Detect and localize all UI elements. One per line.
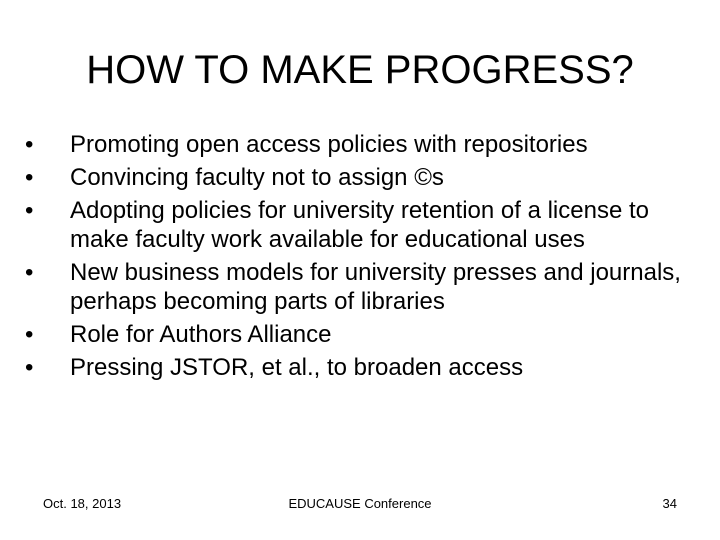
bullet-icon: • — [25, 320, 34, 348]
bullet-text: Promoting open access policies with repositories — [70, 131, 588, 158]
bullet-text: New business models for university presses and journals, perhaps becoming parts of libraries — [70, 258, 681, 315]
bullet-icon: • — [25, 353, 34, 381]
footer-page-number: 34 — [662, 496, 677, 511]
bullet-text: Adopting policies for university retention of a license to make faculty work available for educational uses — [70, 196, 649, 253]
bullet-icon: • — [25, 196, 34, 224]
bullet-item — [25, 164, 705, 193]
bullet-text: Role for Authors Alliance — [70, 320, 332, 348]
bullet-text: Pressing JSTOR, et al., to broaden access — [70, 353, 524, 381]
footer-conference: EDUCAUSE Conference — [288, 496, 432, 511]
bullet-item — [25, 197, 705, 255]
bullet-icon: • — [25, 258, 34, 286]
slide-title: HOW TO MAKE PROGRESS? — [86, 48, 634, 92]
bullet-text: Convincing faculty not to assign ©s — [70, 163, 444, 191]
bullet-item — [25, 259, 705, 317]
bullet-item — [25, 354, 705, 383]
bullet-icon: • — [25, 131, 34, 158]
bullet-icon: • — [25, 163, 34, 191]
footer-date: Oct. 18, 2013 — [43, 496, 122, 511]
bullet-list — [25, 131, 705, 382]
bullet-item — [25, 131, 705, 160]
bullet-item — [25, 321, 705, 350]
